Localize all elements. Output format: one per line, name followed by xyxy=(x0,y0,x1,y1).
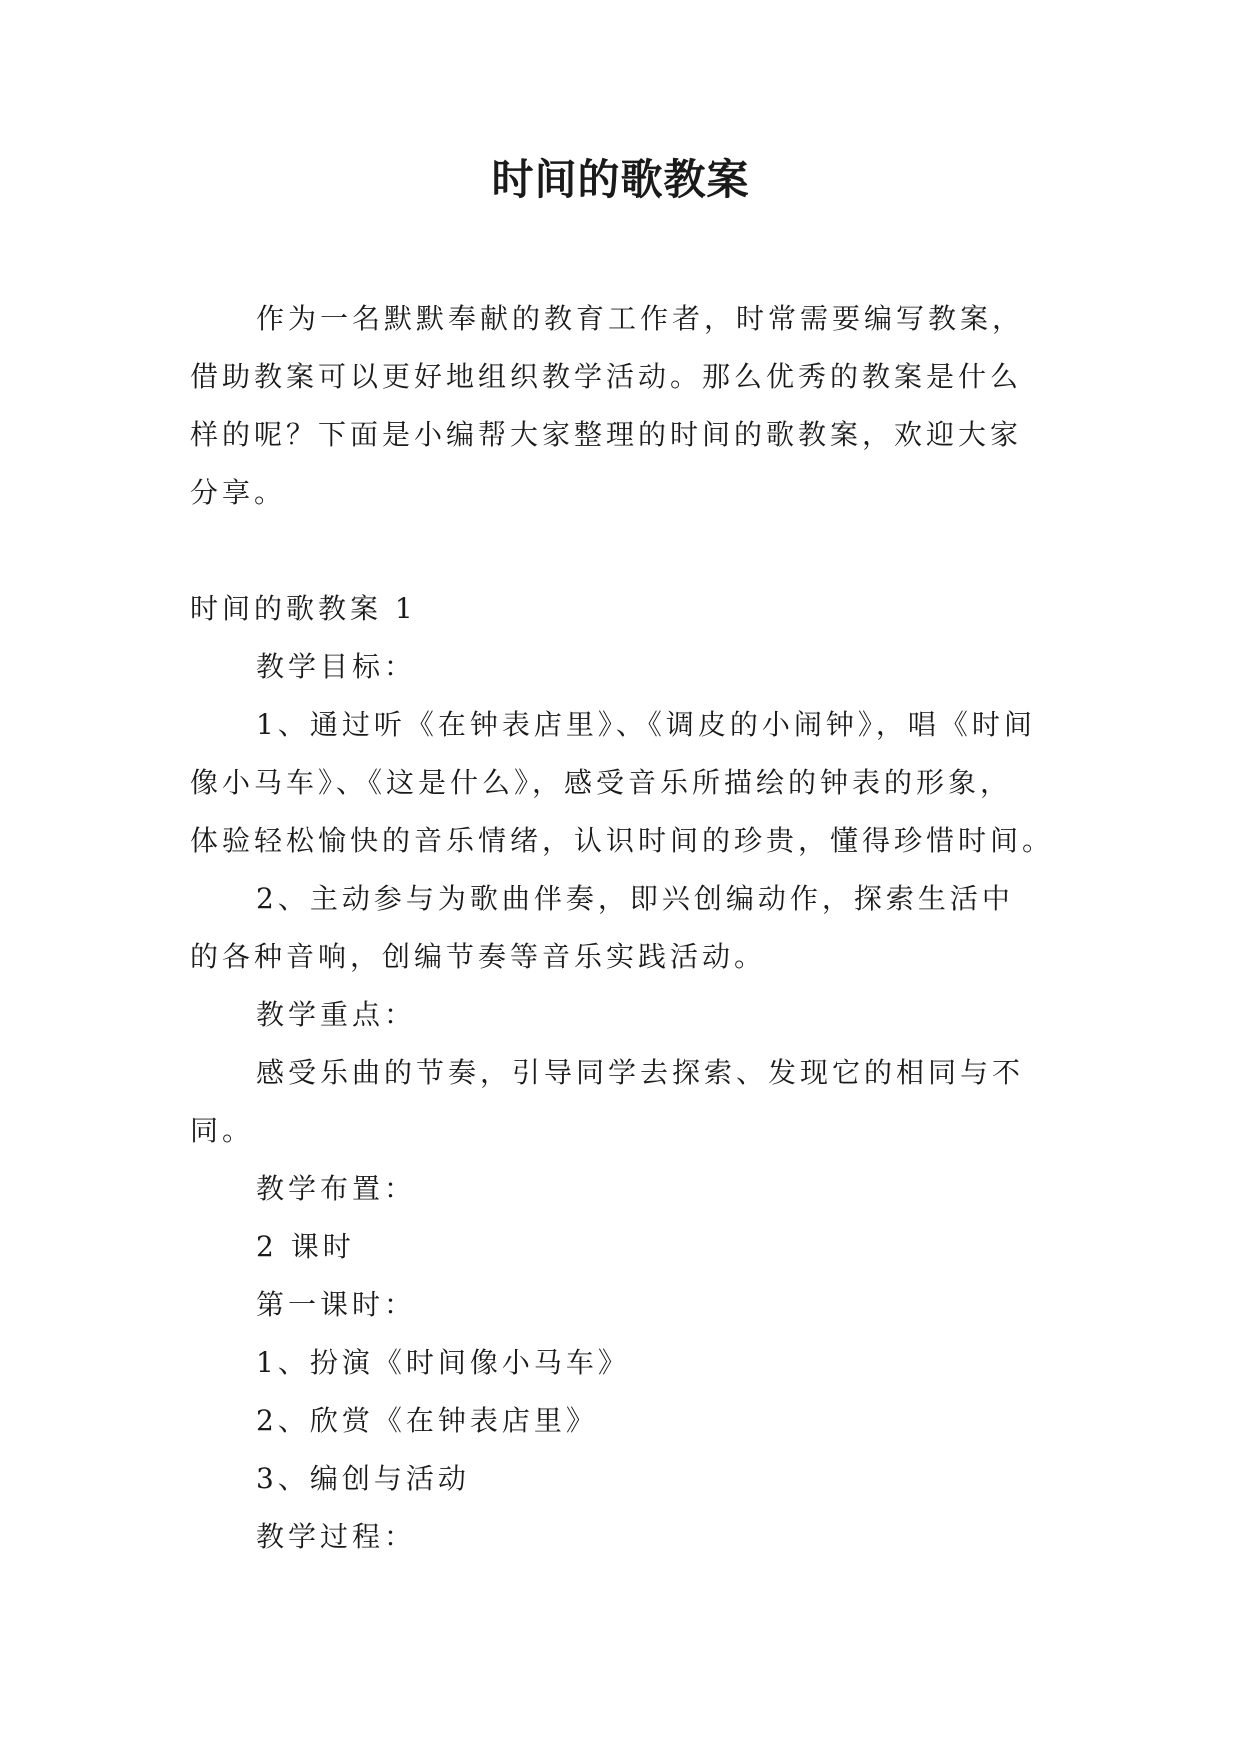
goal-2-line-1: 2、主动参与为歌曲伴奏，即兴创编动作，探索生活中 xyxy=(256,882,1014,915)
key-points-line-1: 感受乐曲的节奏，引导同学去探索、发现它的相同与不 xyxy=(256,1056,1025,1089)
intro-line-3: 样的呢？下面是小编帮大家整理的时间的歌教案，欢迎大家 xyxy=(190,418,1023,451)
paragraph-gap xyxy=(190,522,1060,580)
goals-heading: 教学目标： xyxy=(256,650,417,683)
intro-line-1: 作为一名默默奉献的教育工作者，时常需要编写教案， xyxy=(256,302,1025,335)
first-lesson-heading: 第一课时： xyxy=(256,1288,417,1321)
key-points-line-2: 同。 xyxy=(190,1114,255,1147)
section-heading: 时间的歌教案 1 xyxy=(190,592,417,625)
goal-1-line-1: 1、通过听《在钟表店里》、《调皮的小闹钟》，唱《时间 xyxy=(256,708,1036,741)
document-body xyxy=(190,290,1060,1566)
goal-2-line-2: 的各种音响，创编节奏等音乐实践活动。 xyxy=(190,940,767,973)
goal-1-line-2: 像小马车》、《这是什么》，感受音乐所描绘的钟表的形象， xyxy=(190,766,1013,799)
intro-line-2: 借助教案可以更好地组织教学活动。那么优秀的教案是什么 xyxy=(190,360,1023,393)
lesson-item-3: 3、编创与活动 xyxy=(256,1462,470,1495)
lesson-item-2: 2、欣赏《在钟表店里》 xyxy=(256,1404,598,1437)
arrangement-hours: 2 课时 xyxy=(256,1230,355,1263)
lesson-item-1: 1、扮演《时间像小马车》 xyxy=(256,1346,630,1379)
intro-line-4: 分享。 xyxy=(190,476,287,509)
key-points-heading: 教学重点： xyxy=(256,998,417,1031)
goal-1-line-3: 体验轻松愉快的音乐情绪，认识时间的珍贵，懂得珍惜时间。 xyxy=(190,824,1055,857)
process-heading: 教学过程： xyxy=(256,1520,417,1553)
document-title: 时间的歌教案 xyxy=(491,155,750,204)
arrangement-heading: 教学布置： xyxy=(256,1172,417,1205)
